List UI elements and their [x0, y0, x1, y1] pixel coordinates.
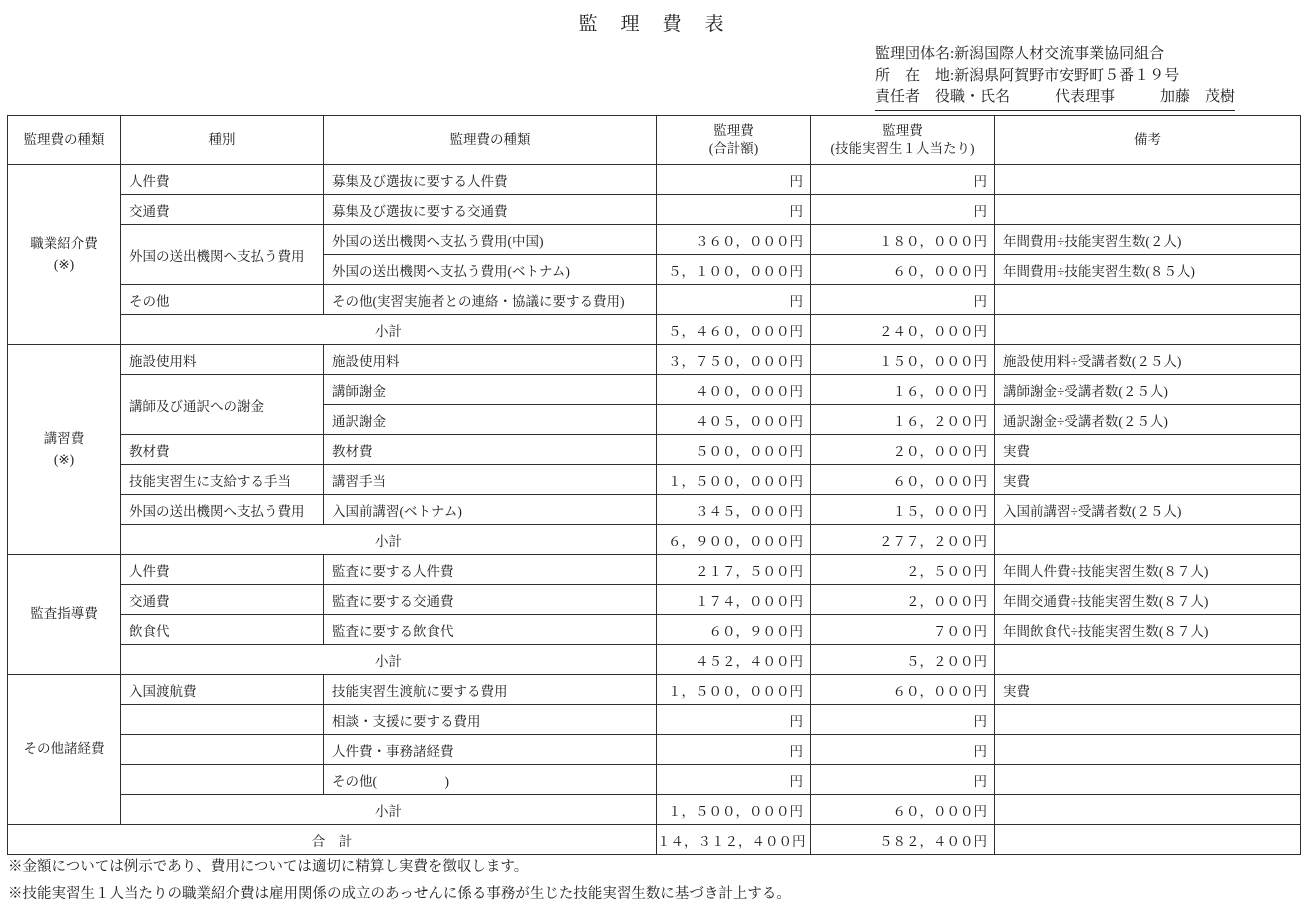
- fee-kind-cell: その他(実習実施者との連絡・協議に要する費用): [324, 285, 657, 315]
- remark-cell: 実費: [995, 675, 1301, 705]
- category-cell: 施設使用料: [121, 345, 324, 375]
- table-row: [8, 705, 1301, 735]
- table-row: [8, 615, 1301, 645]
- amount-per-cell: ２，０００円: [811, 585, 995, 615]
- amount-per-cell: 円: [811, 735, 995, 765]
- remark-cell: 年間費用÷技能実習生数(２人): [995, 225, 1301, 255]
- subtotal-row: [8, 315, 1301, 345]
- amount-total-cell: ４００，０００円: [657, 375, 811, 405]
- table-row: [8, 165, 1301, 195]
- amount-per-cell: １５，０００円: [811, 495, 995, 525]
- amount-per-cell: ２，５００円: [811, 555, 995, 585]
- amount-per-cell: 円: [811, 705, 995, 735]
- table-row: [8, 345, 1301, 375]
- amount-per-cell: ２０，０００円: [811, 435, 995, 465]
- amount-per-cell: ７００円: [811, 615, 995, 645]
- fee-kind-cell: 相談・支援に要する費用: [324, 705, 657, 735]
- amount-total-cell: ３，７５０，０００円: [657, 345, 811, 375]
- table-row: [8, 495, 1301, 525]
- amount-total-cell: 円: [657, 735, 811, 765]
- remark-cell: [995, 195, 1301, 225]
- fee-table: [7, 115, 1301, 855]
- fee-kind-cell: 募集及び選抜に要する交通費: [324, 195, 657, 225]
- category-cell: 外国の送出機関へ支払う費用: [121, 225, 324, 285]
- amount-total-cell: 円: [657, 165, 811, 195]
- fee-kind-cell: 教材費: [324, 435, 657, 465]
- subtotal-per-cell: ２４０，０００円: [811, 315, 995, 345]
- subtotal-per-cell: ２７７，２００円: [811, 525, 995, 555]
- amount-total-cell: １，５００，０００円: [657, 675, 811, 705]
- amount-total-cell: ３６０，０００円: [657, 225, 811, 255]
- table-row: [8, 765, 1301, 795]
- col-header-fee-kind: 監理費の種類: [324, 116, 657, 165]
- fee-kind-cell: 監査に要する飲食代: [324, 615, 657, 645]
- table-row: [8, 435, 1301, 465]
- category-cell: 人件費: [121, 165, 324, 195]
- fee-kind-cell: 監査に要する交通費: [324, 585, 657, 615]
- category-cell: 外国の送出機関へ支払う費用: [121, 495, 324, 525]
- remark-cell: [995, 285, 1301, 315]
- table-row: [8, 285, 1301, 315]
- amount-per-cell: １６，２００円: [811, 405, 995, 435]
- group-label-shokugyo: 職業紹介費 (※): [8, 165, 121, 345]
- col-header-category: 種別: [121, 116, 324, 165]
- table-row: [8, 195, 1301, 225]
- remark-cell: 入国前講習÷受講者数(２５人): [995, 495, 1301, 525]
- amount-per-cell: 円: [811, 765, 995, 795]
- amount-per-cell: 円: [811, 195, 995, 225]
- amount-per-cell: ６０，０００円: [811, 675, 995, 705]
- subtotal-row: [8, 525, 1301, 555]
- subtotal-total-cell: ４５２，４００円: [657, 645, 811, 675]
- table-row: [8, 225, 1301, 255]
- subtotal-label: 小計: [121, 795, 657, 825]
- col-header-per-trainee: 監理費 (技能実習生１人当たり): [811, 116, 995, 165]
- header-row: [8, 116, 1301, 165]
- amount-per-cell: 円: [811, 285, 995, 315]
- table-row: [8, 375, 1301, 405]
- remark-cell: [995, 795, 1301, 825]
- org-info-block: [875, 44, 1235, 111]
- note-line: ※技能実習生１人当たりの職業紹介費は雇用関係の成立のあっせんに係る事務が生じた技能実習生数に基づき計上する。: [8, 886, 791, 902]
- col-header-fee-group: 監理費の種類: [8, 116, 121, 165]
- amount-total-cell: 円: [657, 765, 811, 795]
- fee-kind-cell: 通訳謝金: [324, 405, 657, 435]
- table-row: [8, 675, 1301, 705]
- remark-cell: [995, 315, 1301, 345]
- subtotal-label: 小計: [121, 525, 657, 555]
- subtotal-label: 小計: [121, 315, 657, 345]
- fee-kind-cell: 人件費・事務諸経費: [324, 735, 657, 765]
- fee-kind-cell: 技能実習生渡航に要する費用: [324, 675, 657, 705]
- remark-cell: 通訳謝金÷受講者数(２５人): [995, 405, 1301, 435]
- amount-total-cell: ３４５，０００円: [657, 495, 811, 525]
- grand-total-row: [8, 825, 1301, 855]
- category-cell: 交通費: [121, 195, 324, 225]
- grand-total-label: 合 計: [8, 825, 657, 855]
- page-title: 監 理 費 表: [578, 14, 726, 35]
- group-label-kansa: 監査指導費: [8, 555, 121, 675]
- amount-per-cell: ６０，０００円: [811, 255, 995, 285]
- category-cell: その他: [121, 285, 324, 315]
- category-cell: 講師及び通訳への謝金: [121, 375, 324, 435]
- fee-kind-cell: 外国の送出機関へ支払う費用(ベトナム): [324, 255, 657, 285]
- subtotal-per-cell: ５，２００円: [811, 645, 995, 675]
- category-cell: 技能実習生に支給する手当: [121, 465, 324, 495]
- remark-cell: 年間交通費÷技能実習生数(８７人): [995, 585, 1301, 615]
- amount-per-cell: １５０，０００円: [811, 345, 995, 375]
- subtotal-row: [8, 795, 1301, 825]
- amount-total-cell: ５，１００，０００円: [657, 255, 811, 285]
- col-header-total: 監理費 (合計額): [657, 116, 811, 165]
- amount-per-cell: 円: [811, 165, 995, 195]
- fee-kind-cell: 施設使用料: [324, 345, 657, 375]
- fee-kind-cell: 監査に要する人件費: [324, 555, 657, 585]
- amount-total-cell: ２１７，５００円: [657, 555, 811, 585]
- org-address-line: 所 在 地:新潟県阿賀野市安野町５番１９号: [875, 67, 1180, 84]
- amount-total-cell: ５００，０００円: [657, 435, 811, 465]
- footnotes: [8, 854, 791, 908]
- subtotal-label: 小計: [121, 645, 657, 675]
- amount-total-cell: ６０，９００円: [657, 615, 811, 645]
- fee-kind-cell: その他( ): [324, 765, 657, 795]
- table-row: [8, 465, 1301, 495]
- note-line: ※金額については例示であり、費用については適切に精算し実費を徴収します。: [8, 859, 529, 875]
- subtotal-row: [8, 645, 1301, 675]
- group-label-sonota: その他諸経費: [8, 675, 121, 825]
- remark-cell: [995, 735, 1301, 765]
- fee-kind-cell: 募集及び選抜に要する人件費: [324, 165, 657, 195]
- grand-total-amount-cell: １４，３１２，４００円: [657, 825, 811, 855]
- remark-cell: 実費: [995, 435, 1301, 465]
- category-cell: [121, 735, 324, 765]
- remark-cell: [995, 765, 1301, 795]
- subtotal-per-cell: ６０，０００円: [811, 795, 995, 825]
- remark-cell: [995, 705, 1301, 735]
- remark-cell: [995, 525, 1301, 555]
- amount-per-cell: ６０，０００円: [811, 465, 995, 495]
- fee-kind-cell: 講師謝金: [324, 375, 657, 405]
- amount-total-cell: ４０５，０００円: [657, 405, 811, 435]
- amount-total-cell: 円: [657, 705, 811, 735]
- table-row: [8, 585, 1301, 615]
- category-cell: 入国渡航費: [121, 675, 324, 705]
- subtotal-total-cell: ５，４６０，０００円: [657, 315, 811, 345]
- remark-cell: 実費: [995, 465, 1301, 495]
- category-cell: [121, 705, 324, 735]
- remark-cell: 年間費用÷技能実習生数(８５人): [995, 255, 1301, 285]
- amount-total-cell: 円: [657, 195, 811, 225]
- category-cell: 人件費: [121, 555, 324, 585]
- remark-cell: 講師謝金÷受講者数(２５人): [995, 375, 1301, 405]
- remark-cell: [995, 165, 1301, 195]
- org-name-line: 監理団体名:新潟国際人材交流事業協同組合: [875, 46, 1165, 62]
- amount-total-cell: １７４，０００円: [657, 585, 811, 615]
- grand-total-per-cell: ５８２，４００円: [811, 825, 995, 855]
- group-label-koshu: 講習費 (※): [8, 345, 121, 555]
- fee-kind-cell: 外国の送出機関へ支払う費用(中国): [324, 225, 657, 255]
- fee-kind-cell: 講習手当: [324, 465, 657, 495]
- remark-cell: [995, 645, 1301, 675]
- table-row: [8, 735, 1301, 765]
- amount-total-cell: 円: [657, 285, 811, 315]
- amount-per-cell: １６，０００円: [811, 375, 995, 405]
- remark-cell: [995, 825, 1301, 855]
- category-cell: [121, 765, 324, 795]
- col-header-remarks: 備考: [995, 116, 1301, 165]
- table-row: [8, 555, 1301, 585]
- fee-kind-cell: 入国前講習(ベトナム): [324, 495, 657, 525]
- category-cell: 教材費: [121, 435, 324, 465]
- subtotal-total-cell: １，５００，０００円: [657, 795, 811, 825]
- subtotal-total-cell: ６，９００，０００円: [657, 525, 811, 555]
- remark-cell: 施設使用料÷受講者数(２５人): [995, 345, 1301, 375]
- remark-cell: 年間人件費÷技能実習生数(８７人): [995, 555, 1301, 585]
- amount-per-cell: １８０，０００円: [811, 225, 995, 255]
- remark-cell: 年間飲食代÷技能実習生数(８７人): [995, 615, 1301, 645]
- org-representative-line: 責任者 役職・氏名 代表理事 加藤 茂樹: [875, 87, 1235, 111]
- category-cell: 交通費: [121, 585, 324, 615]
- category-cell: 飲食代: [121, 615, 324, 645]
- amount-total-cell: １，５００，０００円: [657, 465, 811, 495]
